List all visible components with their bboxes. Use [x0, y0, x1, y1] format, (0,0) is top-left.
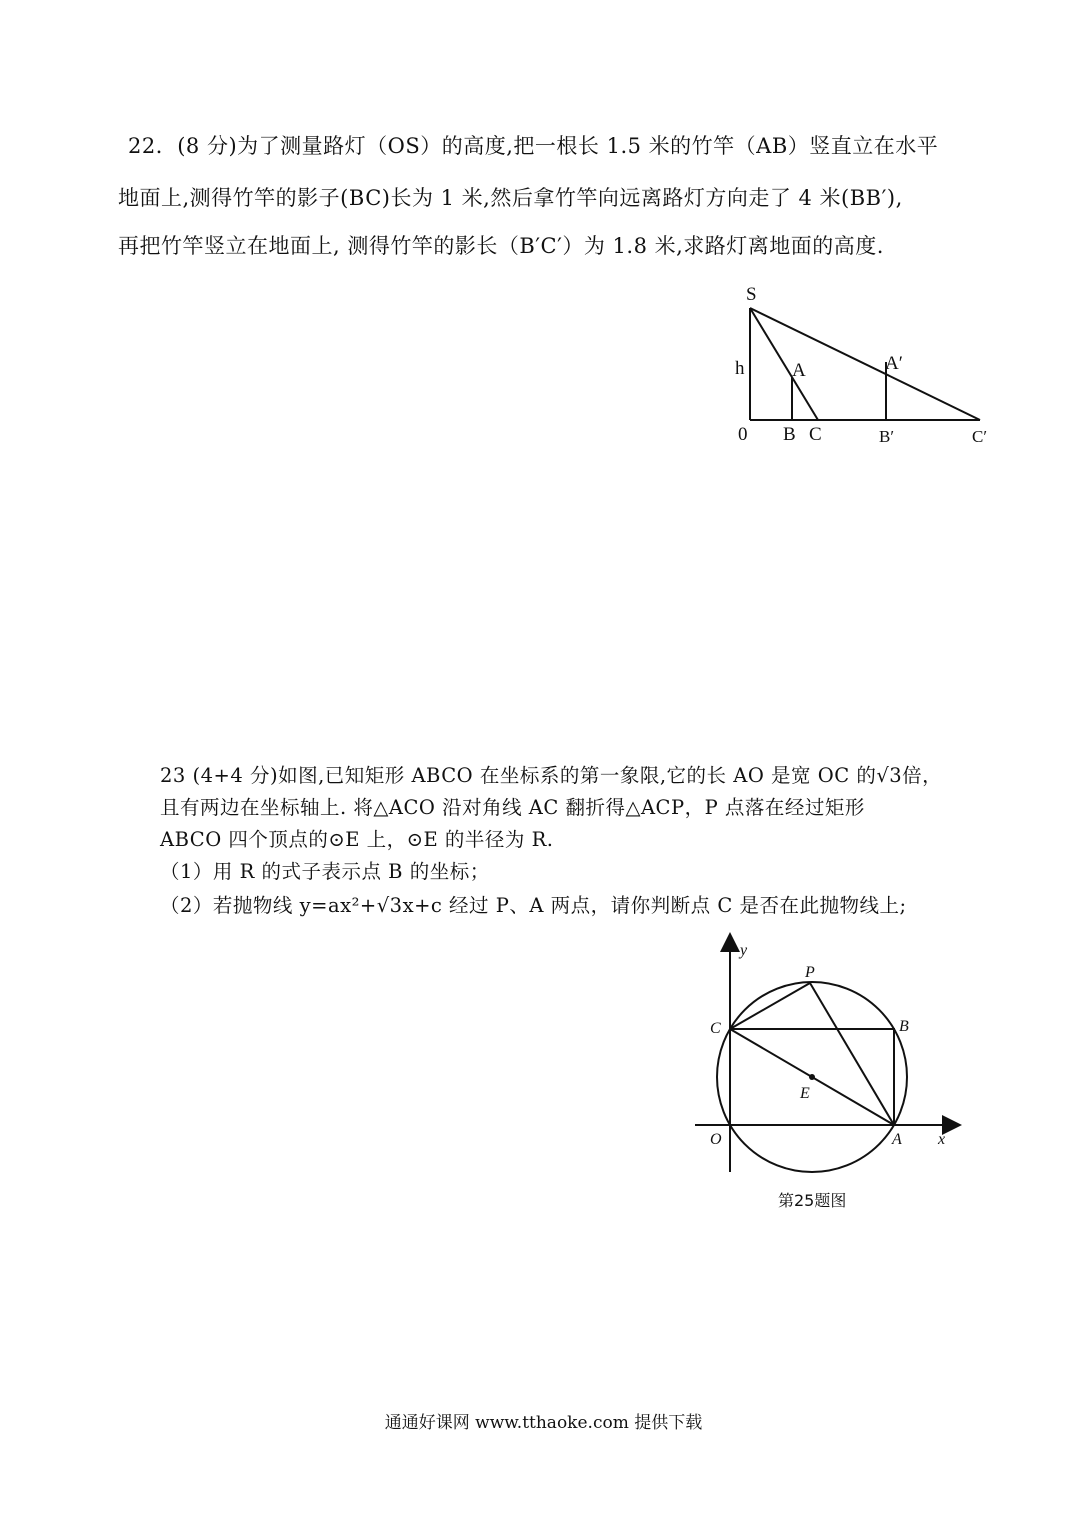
label-b: B — [783, 424, 796, 445]
q22-streetlight-figure — [725, 278, 1005, 453]
q23-line-1: 23 (4+4 分)如图,已知矩形 ABCO 在坐标系的第一象限,它的长 AO 是宽 OC 的√3倍， — [160, 764, 943, 787]
label-p: P — [805, 964, 815, 981]
label-o: 0 — [738, 424, 748, 445]
label-b: B — [899, 1018, 909, 1035]
footer-source: 通通好课网 www.tthaoke.com 提供下载 — [384, 1413, 703, 1433]
q23-circle-figure — [690, 930, 980, 1180]
label-y: y — [740, 942, 748, 959]
segment-pa — [810, 983, 894, 1125]
q22-line-2: 地面上,测得竹竿的影子(BC)长为 1 米,然后拿竹竿向远离路灯方向走了 4 米(BB′), — [118, 186, 903, 210]
segment-cp — [730, 983, 810, 1029]
center-point-e — [809, 1074, 815, 1080]
q23-line-5: （2）若抛物线 y=ax²+√3x+c 经过 P、A 两点，请你判断点 C 是否在此抛物线上; — [160, 894, 907, 917]
label-h: h — [735, 358, 745, 379]
label-a: A — [792, 360, 806, 381]
label-s: S — [746, 284, 757, 305]
label-c: C — [710, 1020, 721, 1037]
label-o: O — [710, 1131, 722, 1148]
label-c: C — [809, 424, 822, 445]
label-c-prime: C′ — [972, 427, 988, 446]
q22-line-3: 再把竹竿竖立在地面上, 测得竹竿的影长（B′C′）为 1.8 米,求路灯离地面的高度. — [118, 234, 884, 258]
label-b-prime: B′ — [879, 427, 895, 446]
label-a: A — [892, 1131, 902, 1148]
q23-line-4: （1）用 R 的式子表示点 B 的坐标； — [160, 860, 490, 883]
q23-line-3: ABCO 四个顶点的⊙E 上，⊙E 的半径为 R. — [160, 828, 554, 851]
q23-line-2: 且有两边在坐标轴上. 将△ACO 沿对角线 AC 翻折得△ACP，P 点落在经过矩形 — [160, 796, 865, 819]
q22-line-1: 22．(8 分)为了测量路灯（OS）的高度,把一根长 1.5 米的竹竿（AB）竖直立在水平 — [128, 134, 939, 158]
label-e: E — [800, 1085, 810, 1102]
label-x: x — [938, 1131, 946, 1148]
label-a-prime: A′ — [885, 353, 903, 374]
figure-caption: 第25题图 — [778, 1191, 847, 1210]
